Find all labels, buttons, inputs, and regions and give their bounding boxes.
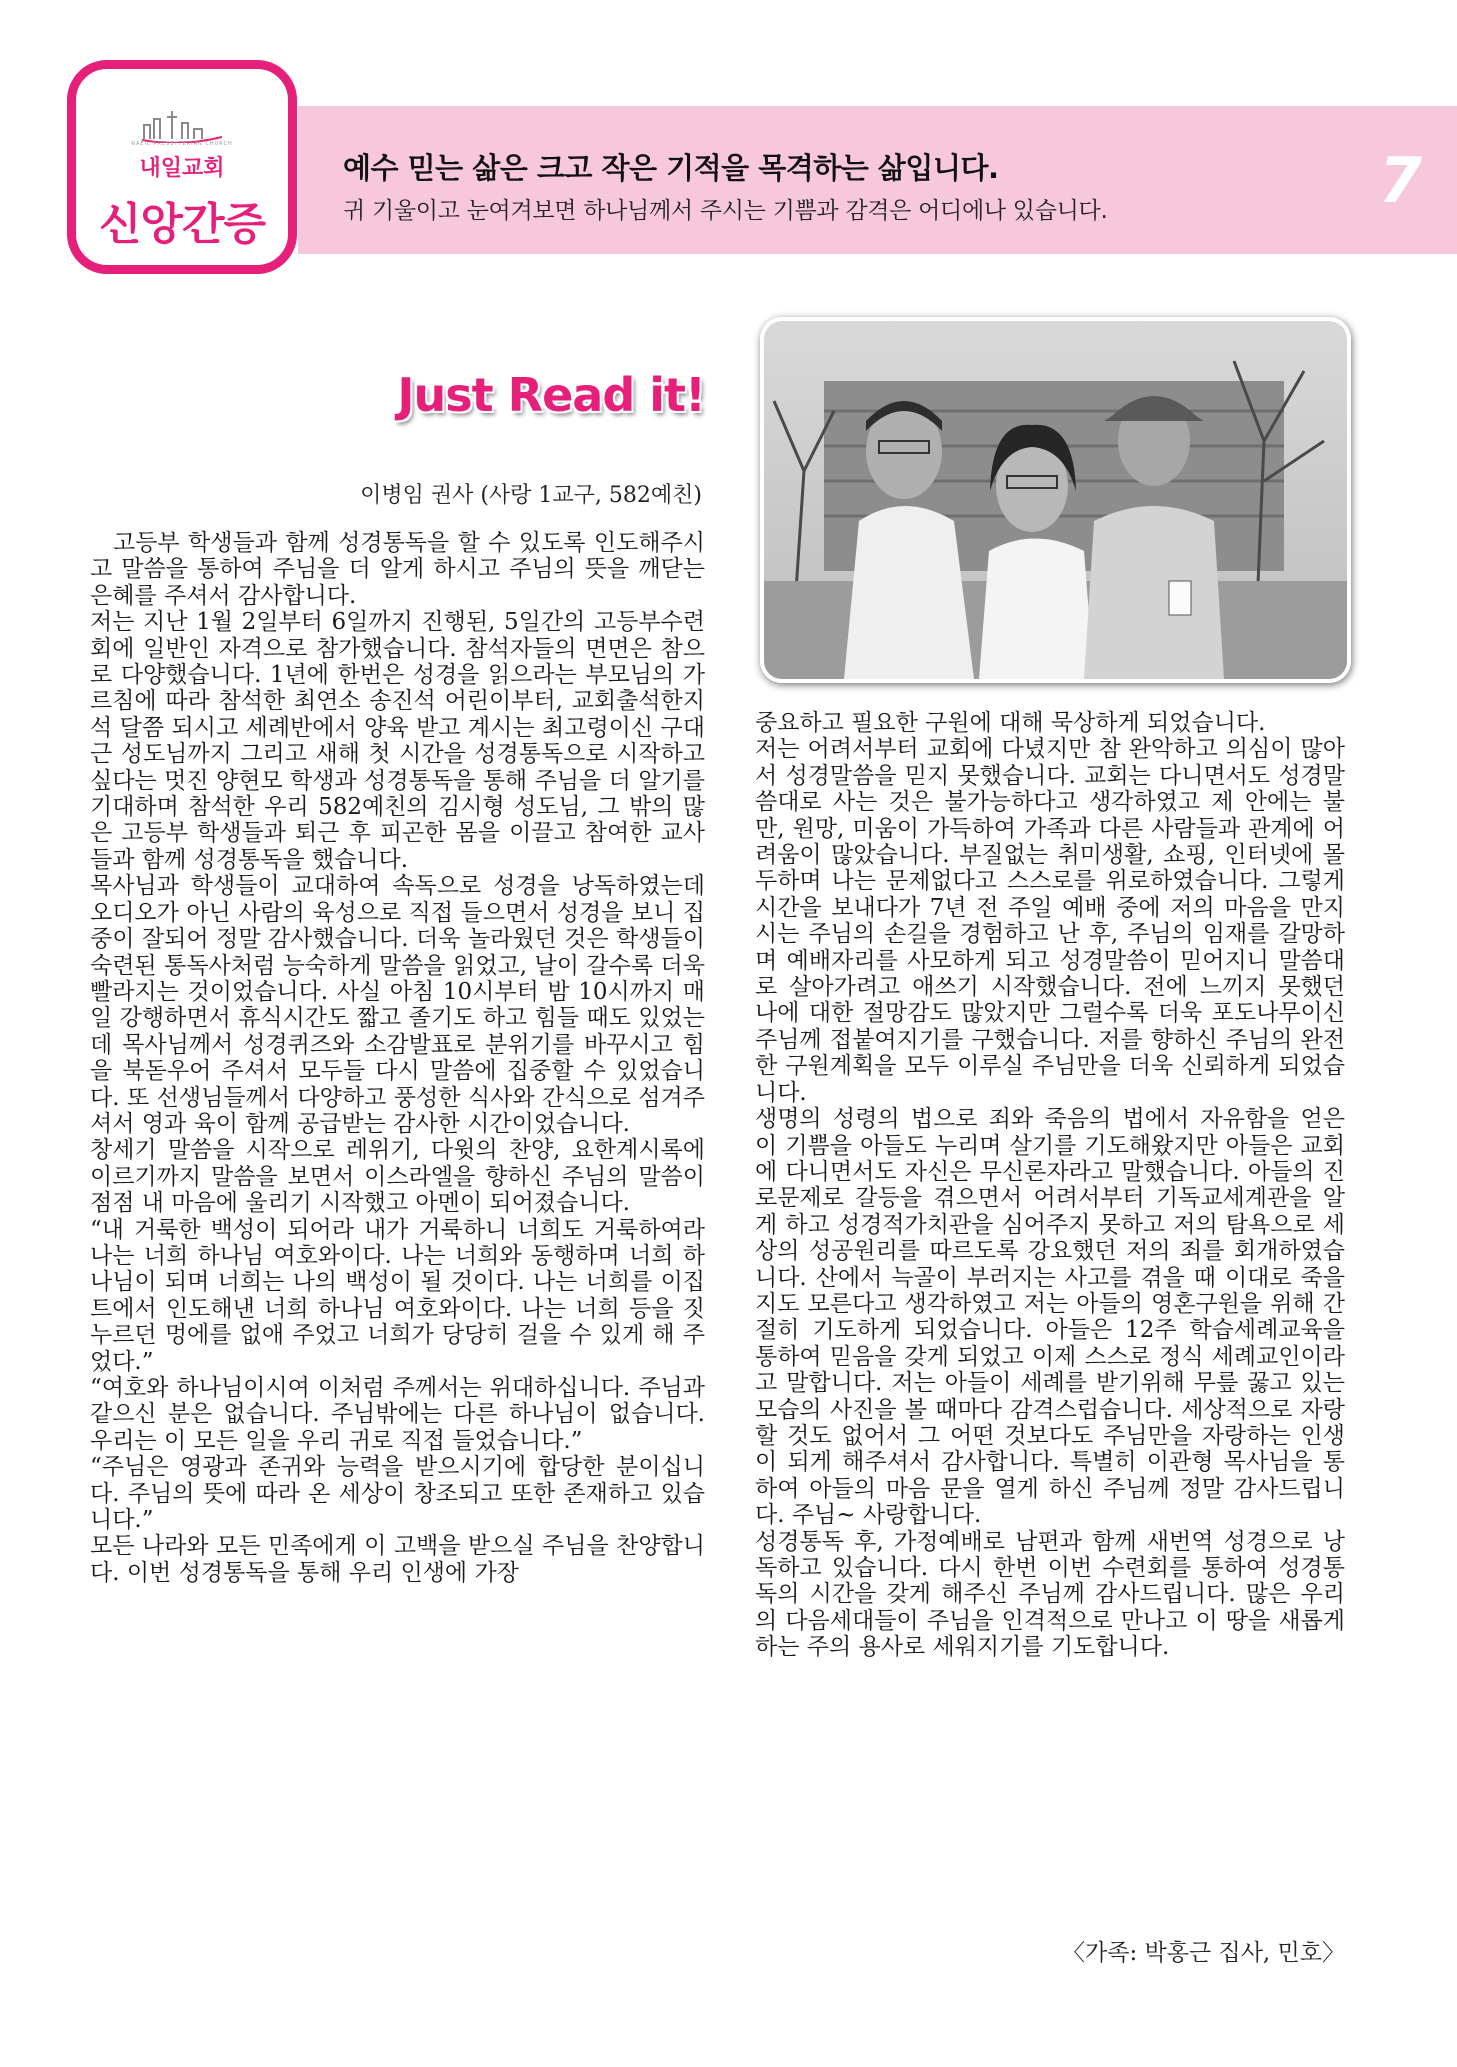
paragraph: 저는 지난 1월 2일부터 6일까지 진행된, 5일간의 고등부수련회에 일반인 자격으로 참가했습니다. 참석자들의 면면은 참으로 다양했습니다. 1년에 한번은 성경을 읽으라는 부모님의 가르침에 따라 참석한 최연소 송진석 어린이부터, 교회출석한지 석 달쯤 되시고 세례반에서 양육 받고 계시는 최고령이신 구대근 성도님까지 그리고 새해 첫 시간을 성경통독으로 시작하고 싶다는 멋진 양현모 학생과 성경통독을 통해 주님을 더 알기를 기대하며 참석한 우리 582예친의 김시형 성도님, 그 밖의 많은 고등부 학생들과 퇴근 후 피곤한 몸을 이끌고 참여한 교사들과 함께 성경통독을 했습니다. bbox=[90, 609, 705, 873]
paragraph: 목사님과 학생들이 교대하여 속독으로 성경을 낭독하였는데 오디오가 아닌 사람의 육성으로 직접 들으면서 성경을 보니 집중이 잘되어 정말 감사했습니다. 더욱 놀라웠던 것은 학생들이 숙련된 통독사처럼 능숙하게 말씀을 읽었고, 날이 갈수록 더욱 빨라지는 것이었습니다. 사실 아침 10시부터 밤 10시까지 매일 강행하면서 휴식시간도 짧고 졸기도 하고 힘들 때도 있었는데 목사님께서 성경퀴즈와 소감발표로 분위기를 바꾸시고 힘을 북돋우어 주셔서 모두들 다시 말씀에 집중할 수 있었습니다. 또 선생님들께서 다양하고 풍성한 식사와 간식으로 섬겨주셔서 영과 육이 함께 공급받는 감사한 시간이었습니다. bbox=[90, 873, 705, 1137]
header-banner bbox=[298, 106, 1457, 254]
church-logo-icon bbox=[142, 109, 222, 143]
church-logo-box bbox=[67, 60, 297, 274]
article-right-column bbox=[755, 710, 1345, 1661]
section-title: 신앙간증 bbox=[98, 199, 265, 250]
family-photo bbox=[760, 317, 1351, 683]
quote-paragraph: “주님은 영광과 존귀와 능력을 받으시기에 합당한 분이십니다. 주님의 뜻에 따라 온 세상이 창조되고 또한 존재하고 있습니다.” bbox=[90, 1454, 705, 1534]
paragraph: 생명의 성령의 법으로 죄와 죽음의 법에서 자유함을 얻은 이 기쁨을 아들도 누리며 살기를 기도해왔지만 아들은 교회에 다니면서도 자신은 무신론자라고 말했습니다. 아들의 진로문제로 갈등을 겪으면서 어려서부터 기독교세계관을 알게 하고 성경적가치관을 심어주지 못하고 저의 탐욕으로 세상의 성공원리를 따르도록 강요했던 저의 죄를 회개하였습니다. 산에서 늑골이 부러지는 사고를 겪을 때 이대로 죽을지도 모른다고 생각하였고 저는 아들의 영혼구원을 위해 간절히 기도하게 되었습니다. 아들은 12주 학습세례교육을 통하여 믿음을 갖게 되었고 이제 스스로 정식 세례교인이라고 말합니다. 저는 아들이 세례를 받기위해 무릎 꿇고 있는 모습의 사진을 볼 때마다 감격스럽습니다. 세상적으로 자랑할 것도 없어서 그 어떤 것보다도 주님만을 자랑하는 인생이 되게 해주셔서 감사합니다. 특별히 이관형 목사님을 통하여 아들의 마음 문을 열게 하신 주님께 정말 감사드립니다. 주님~ 사랑합니다. bbox=[755, 1106, 1345, 1529]
article-title: Just Read it! bbox=[397, 368, 705, 422]
quote-paragraph: “내 거룩한 백성이 되어라 내가 거룩하니 너희도 거룩하여라 나는 너희 하나님 여호와이다. 나는 너희와 동행하며 너희 하나님이 되며 너희는 나의 백성이 될 것이다. 나는 너희를 이집트에서 인도해낸 너희 하나님 여호와이다. 나는 너희 등을 짓누르던 멍에를 없애 주었고 너희가 당당히 걸을 수 있게 해 주었다.” bbox=[90, 1216, 705, 1375]
paragraph: 성경통독 후, 가정예배로 남편과 함께 새번역 성경으로 낭독하고 있습니다. 다시 한번 이번 수련회를 통하여 성경통독의 시간을 갖게 해주신 주님께 감사드립니다. 많은 우리의 다음세대들이 주님을 인격적으로 만나고 이 땅을 새롭게 하는 주의 용사로 세워지기를 기도합니다. bbox=[755, 1528, 1345, 1661]
paragraph: 고등부 학생들과 함께 성경통독을 할 수 있도록 인도해주시고 말씀을 통하여 주님을 더 알게 하시고 주님의 뜻을 깨닫는 은혜를 주셔서 감사합니다. bbox=[90, 530, 705, 609]
paragraph: 모든 나라와 모든 민족에게 이 고백을 받으실 주님을 찬양합니다. 이번 성경통독을 통해 우리 인생에 가장 bbox=[90, 1533, 705, 1586]
family-note: 〈가족: 박홍근 집사, 민호〉 bbox=[1062, 1940, 1345, 1966]
logo-church-name: 내일교회 bbox=[139, 156, 225, 181]
banner-subline: 귀 기울이고 눈여겨보면 하나님께서 주시는 기쁨과 감격은 어디에나 있습니다. bbox=[343, 198, 1108, 224]
logo-small-text: NAEIL PRESBYTERIAN CHURCH bbox=[131, 141, 233, 147]
paragraph: 저는 어려서부터 교회에 다녔지만 참 완악하고 의심이 많아서 성경말씀을 믿지 못했습니다. 교회는 다니면서도 성경말씀대로 사는 것은 불가능하다고 생각하였고 제 안에는 불만, 원망, 미움이 가득하여 가족과 다른 사람들과 관계에 어려움이 많았습니다. 부질없는 취미생활, 쇼핑, 인터넷에 몰두하며 나는 문제없다고 스스로를 위로하였습니다. 그렇게 시간을 보내다가 7년 전 주일 예배 중에 저의 마음을 만지시는 주님의 손길을 경험하고 난 후, 주님의 임재를 갈망하며 예배자리를 사모하게 되고 성경말씀이 믿어지니 말씀대로 살아가려고 애쓰기 시작했습니다. 전에 느끼지 못했던 나에 대한 절망감도 많았지만 그럴수록 더욱 포도나무이신 주님께 접붙여지기를 구했습니다. 저를 향하신 주님의 완전한 구원계획을 모두 이루실 주님만을 더욱 신뢰하게 되었습니다. bbox=[755, 736, 1345, 1106]
banner-headline: 예수 믿는 삶은 크고 작은 기적을 목격하는 삶입니다. bbox=[343, 151, 999, 185]
article-byline: 이병임 권사 (사랑 1교구, 582예친) bbox=[360, 483, 702, 508]
paragraph: 중요하고 필요한 구원에 대해 묵상하게 되었습니다. bbox=[755, 710, 1266, 736]
paragraph: 창세기 말씀을 시작으로 레위기, 다윗의 찬양, 요한계시록에 이르기까지 말씀을 보면서 이스라엘을 향하신 주님의 말씀이 점점 내 마음에 울리기 시작했고 아멘이 되어졌습니다. bbox=[90, 1137, 705, 1217]
photo-illustration bbox=[764, 321, 1347, 679]
article-left-column bbox=[90, 530, 705, 1586]
page-number: 7 bbox=[1378, 144, 1422, 217]
quote-paragraph: “여호와 하나님이시여 이처럼 주께서는 위대하십니다. 주님과 같으신 분은 없습니다. 주님밖에는 다른 하나님이 없습니다. 우리는 이 모든 일을 우리 귀로 직접 들었습니다.” bbox=[90, 1375, 705, 1454]
